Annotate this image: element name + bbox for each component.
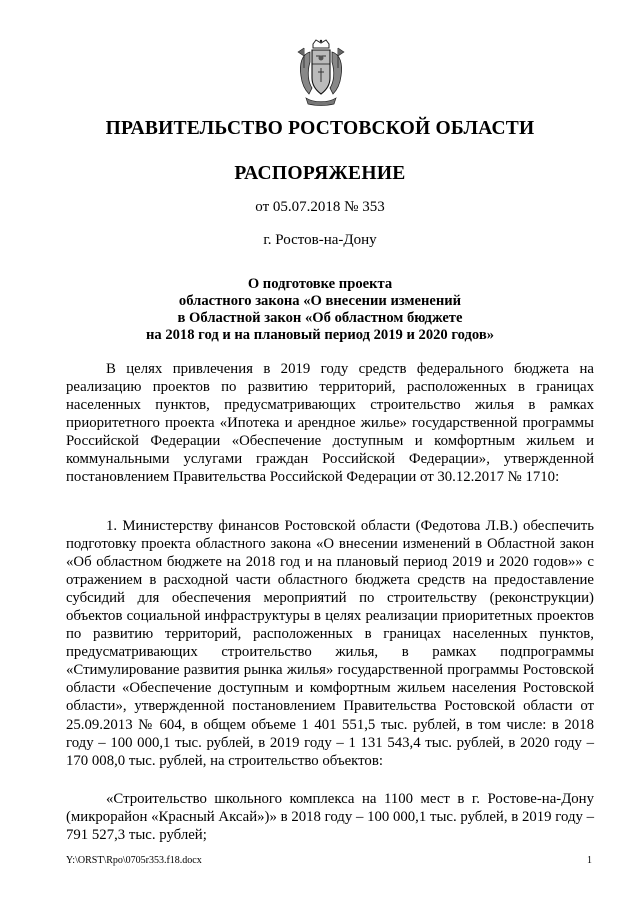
document-type-heading: РАСПОРЯЖЕНИЕ: [234, 163, 406, 184]
title-line: в Областной закон «Об областном бюджете: [177, 310, 463, 326]
item-1-subitem-paragraph: «Строительство школьного комплекса на 1100 мест в г. Ростове-на-Дону (микрорайон «Красный Аксай»)» в 2018 году – 100 000,1 тыс. рублей, в 2019 году – 791 527,3 тыс. рублей;: [66, 791, 594, 844]
organization-heading: ПРАВИТЕЛЬСТВО РОСТОВСКОЙ ОБЛАСТИ: [105, 118, 535, 139]
document-city: г. Ростов-на-Дону: [263, 232, 377, 248]
title-line: О подготовке проекта: [247, 276, 393, 292]
item-1-block: [66, 517, 594, 770]
document-title: [0, 276, 640, 344]
preamble-paragraph: В целях привлечения в 2019 году средств федерального бюджета на реализацию проектов по развитию территорий, расположенных в границах населенных пунктов, предусматривающих строительство жилья в рамках приоритетного проекта «Ипотека и арендное жилье» государственной программы Российской Федерации «Обеспечение доступным и комфортным жильем и коммунальными услугами граждан Российской Федерации», утвержденной постановлением Правительства Российской Федерации от 30.12.2017 № 1710:: [66, 361, 594, 486]
preamble-block: [66, 360, 594, 486]
page-number: 1: [587, 855, 592, 866]
coat-of-arms-emblem: [296, 38, 346, 106]
title-line: областного закона «О внесении изменений: [178, 293, 462, 309]
document-date-number: от 05.07.2018 № 353: [255, 199, 385, 215]
title-line: на 2018 год и на плановый период 2019 и 2020 годов»: [145, 327, 495, 343]
item-1-subitem-block: [66, 790, 594, 844]
item-1-paragraph: 1. Министерству финансов Ростовской области (Федотова Л.В.) обеспечить подготовку проекта областного закона «О внесении изменений в Областной закон «Об областном бюджете на 2018 год и на плановый период 2019 и 2020 годов»» с отражением в расходной части областного бюджета средств на предоставление субсидий для обеспечения мероприятий по строительству (реконструкции) объектов социальной инфраструктуры в целях реализации приоритетных проектов по развитию территорий, расположенных в границах населенных пунктов, предусматривающих строительство жилья, в рамках подпрограммы «Стимулирование развития рынка жилья» государственной программы Ростовской области «Обеспечение доступным и комфортным жильем населения Ростовской области», утвержденной постановлением Правительства Ростовской области от 25.09.2013 № 604, в общем объеме 1 401 551,5 тыс. рублей, в том числе: в 2018 году – 100 000,1 тыс. рублей, в 2019 году – 1 131 543,4 тыс. рублей, в 2020 году – 170 008,0 тыс. рублей, на строительство объектов:: [66, 518, 594, 769]
footer-file-path: Y:\ORST\Rpo\0705r353.f18.docx: [66, 855, 202, 866]
